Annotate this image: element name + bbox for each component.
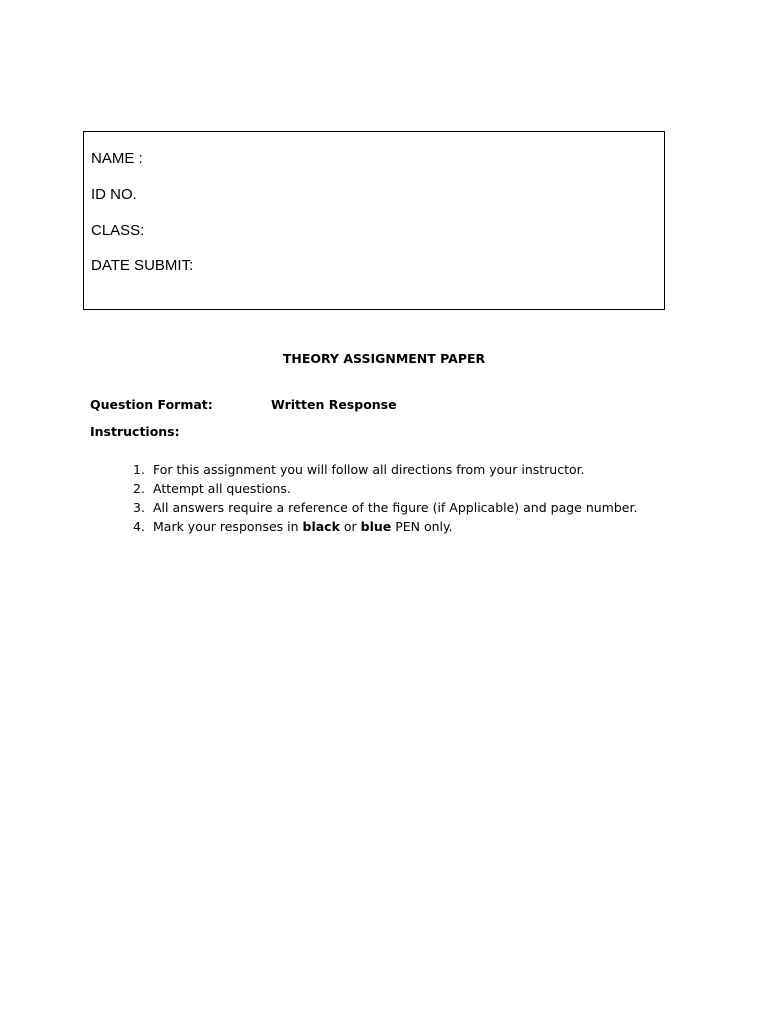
question-format-label: Question Format:	[90, 397, 213, 412]
name-label: NAME :	[91, 150, 143, 167]
instruction-item	[133, 500, 637, 519]
question-format-value: Written Response	[271, 397, 397, 412]
instruction-item	[133, 481, 637, 500]
instruction-text: Attempt all questions.	[153, 481, 291, 496]
date-submit-label: DATE SUBMIT:	[91, 257, 194, 274]
instructions-list	[133, 462, 637, 538]
instruction-item	[133, 519, 637, 538]
instruction-number: 2.	[133, 481, 145, 496]
student-info-box	[83, 131, 665, 310]
emphasis-black: black	[302, 519, 340, 534]
id-number-label: ID NO.	[91, 186, 137, 203]
class-label: CLASS:	[91, 222, 145, 239]
instruction-text-part: or	[339, 519, 361, 534]
instruction-text: For this assignment you will follow all directions from your instructor.	[153, 462, 585, 477]
instruction-item	[133, 462, 637, 481]
instruction-number: 1.	[133, 462, 145, 477]
instructions-label: Instructions:	[90, 424, 180, 439]
instruction-number: 4.	[133, 519, 145, 534]
instruction-text-part: Mark your responses in	[153, 519, 303, 534]
instruction-number: 3.	[133, 500, 145, 515]
instruction-text-part: PEN only.	[391, 519, 453, 534]
emphasis-blue: blue	[360, 519, 392, 534]
page-title: THEORY ASSIGNMENT PAPER	[282, 351, 486, 366]
instruction-text: All answers require a reference of the figure (if Applicable) and page number.	[153, 500, 638, 515]
